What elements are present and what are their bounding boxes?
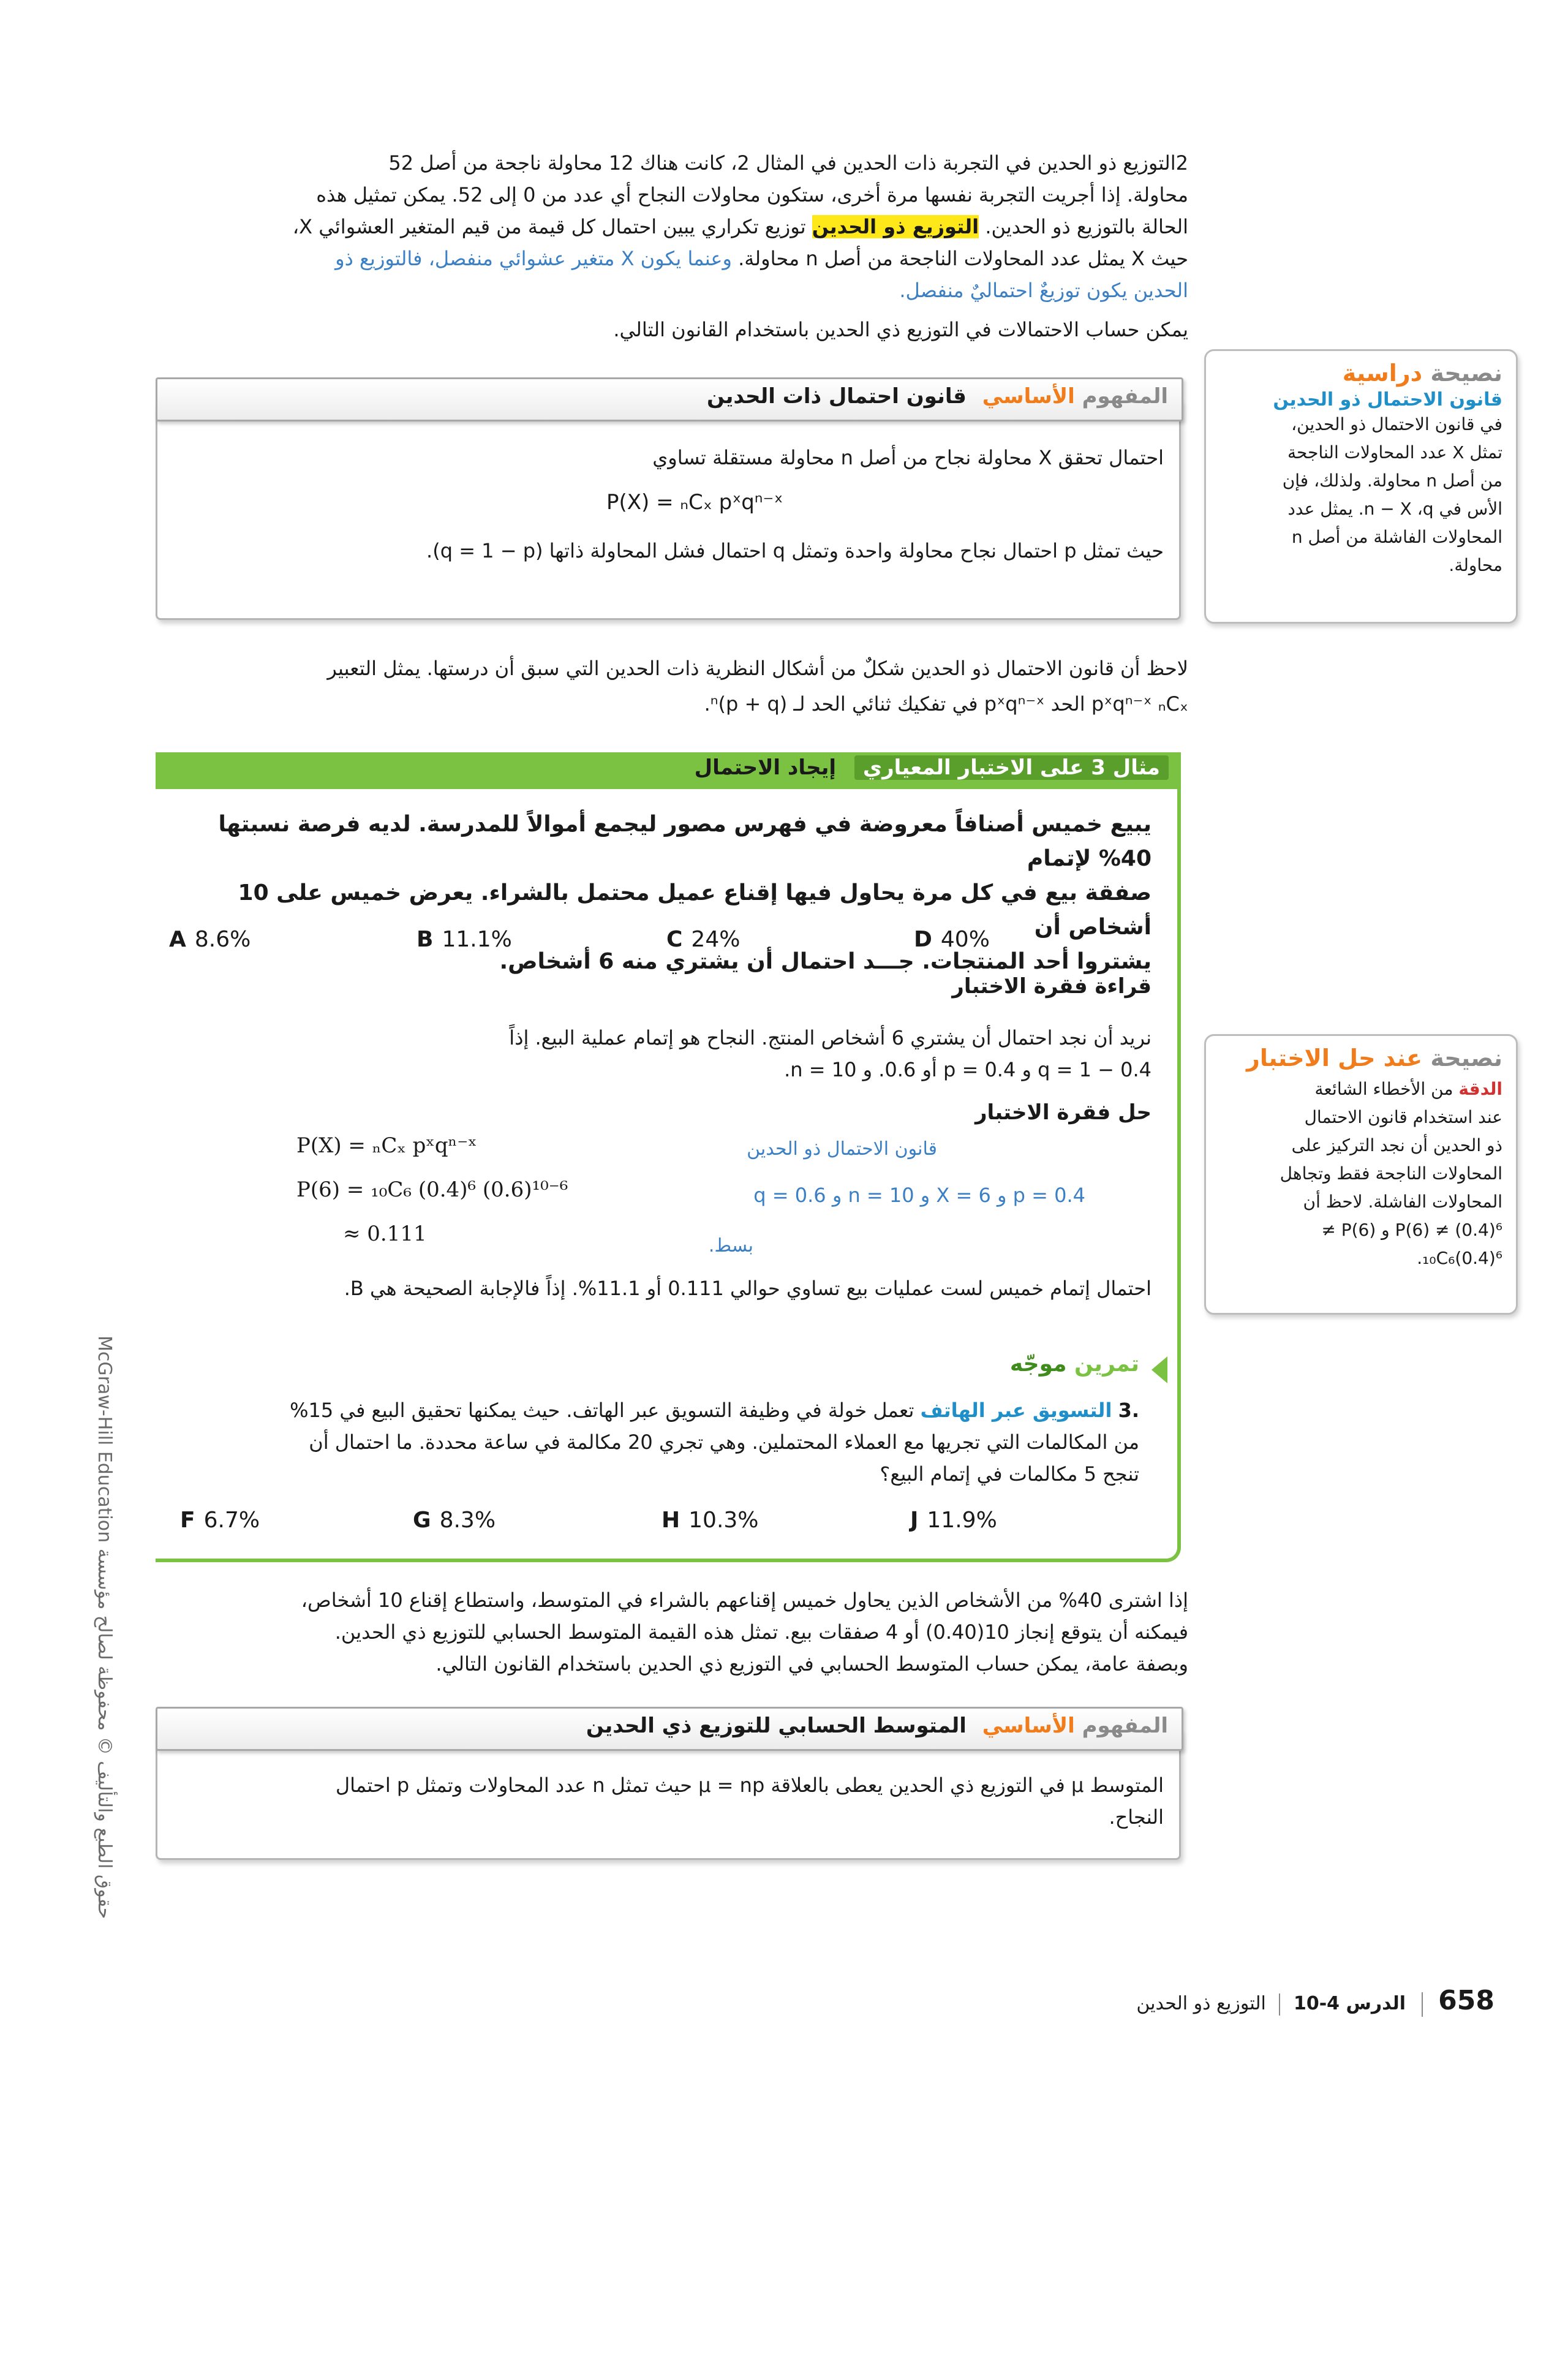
page-number: 658 <box>1438 1985 1494 2016</box>
intro-paragraph <box>116 147 1188 346</box>
choice-value: 11.1% <box>442 927 512 952</box>
guided-text: تعمل خولة في وظيفة التسويق عبر الهاتف. حيث يمكنها تحقيق البيع في 15% <box>290 1399 914 1422</box>
study-tip-line: المحاولات الفاشلة من أصل n <box>1291 527 1502 547</box>
concept2-line-1: المتوسط μ في التوزيع ذي الحدين يعطى بالعلاقة μ = np حيث تمثل n عدد المحاولات وتمثل p احتمال <box>335 1774 1164 1797</box>
choice-letter: H <box>662 1508 680 1533</box>
choice-letter: A <box>169 927 186 952</box>
read-text <box>294 1022 1152 1086</box>
intro-line-3-a: الحالة بالتوزيع ذو الحدين. <box>985 215 1188 238</box>
choice-value: 40% <box>940 927 990 952</box>
example-header <box>695 755 1169 780</box>
example-problem <box>159 807 1152 979</box>
guided-line-1 <box>165 1394 1139 1426</box>
theorem-note <box>147 652 1188 720</box>
choice-letter: G <box>413 1508 431 1533</box>
guided-problem <box>165 1394 1139 1490</box>
concept-line-3: حيث تمثل p احتمال نجاح محاولة واحدة وتمثل q احتمال فشل المحاولة ذاتها (q = 1 − p). <box>426 539 1164 562</box>
choice-value: 8.3% <box>439 1508 496 1533</box>
choice-letter: J <box>910 1508 919 1533</box>
choice-f[interactable] <box>180 1508 260 1533</box>
test-tip-line: عند استخدام قانون الاحتمال <box>1304 1107 1502 1127</box>
guided-line: من المكالمات التي تجريها مع العملاء المحتملين. وهي تجري 20 مكالمة في ساعة محددة. ما احتمال أن <box>309 1430 1139 1454</box>
choice-value: 6.7% <box>203 1508 260 1533</box>
read-line: نريد أن نجد احتمال أن يشتري 6 أشخاص المنتج. النجاح هو إتمام عملية البيع. إذاً <box>509 1026 1152 1049</box>
choice-b[interactable] <box>417 927 512 952</box>
test-tip-line: P(6) ≠ (0.4)⁶ و P(6) ≠ <box>1321 1220 1502 1240</box>
concept-title: قانون احتمال ذات الحدين <box>706 384 967 409</box>
guided-line: تنجح 5 مكالمات في إتمام البيع؟ <box>880 1462 1139 1486</box>
test-tip-text <box>1215 1075 1502 1272</box>
highlighted-term: التوزيع ذو الحدين <box>812 215 979 238</box>
study-tip-line: محاولة. <box>1449 555 1502 575</box>
intro-line-4-a: حيث X يمثل عدد المحاولات الناجحة من أصل n محاولة. <box>738 247 1188 270</box>
note-line-2: pˣqⁿ⁻ˣ ₙCₓ الحد pˣqⁿ⁻ˣ في تفكيك ثنائي الحد لـ (p + q)ⁿ. <box>704 692 1188 716</box>
test-tip-panel <box>1204 1034 1518 1315</box>
concept-tag-a: المفهوم <box>1082 384 1168 409</box>
concept2-line-2: النجاح. <box>1109 1805 1164 1829</box>
test-tip-line: ذو الحدين أن نجد التركيز على <box>1291 1135 1502 1155</box>
mean-line: وبصفة عامة، يمكن حساب المتوسط الحسابي في التوزيع ذي الحدين باستخدام القانون التالي. <box>435 1652 1188 1676</box>
intro-line-2: محاولة. إذا أجريت التجربة نفسها مرة أخرى، ستكون محاولات النجاح أي عدد من 0 إلى 52. يمكن تمثيل هذه <box>316 183 1188 206</box>
guided-number: .3 <box>1118 1399 1139 1422</box>
choice-c[interactable] <box>666 927 740 952</box>
concept2-title: المتوسط الحسابي للتوزيع ذي الحدين <box>586 1714 967 1738</box>
study-tip-panel <box>1204 349 1518 624</box>
intro-line-5: الحدين يكون توزيعٌ احتماليٌ منفصل. <box>899 279 1188 302</box>
guided-keyword: التسويق عبر الهاتف <box>920 1399 1112 1422</box>
concept-line-1: احتمال تحقق X محاولة نجاح من أصل n محاولة مستقلة تساوي <box>652 446 1164 469</box>
study-tip-line: الأس في n − X ،q. يمثل عدد <box>1287 499 1502 519</box>
mean-line: فيمكنه أن يتوقع إنجاز 10(0.40) أو 4 صفقات بيع. تمثل هذه القيمة المتوسط الحسابي للتوزيع ذي الحدين. <box>334 1620 1188 1644</box>
note-line-1: لاحظ أن قانون الاحتمال ذو الحدين شكلٌ من أشكال النظرية ذات الحدين التي سبق أن درستها. يمثل التعبير <box>327 657 1188 680</box>
choice-letter: F <box>180 1508 195 1533</box>
test-tip-keyword: الدقة <box>1458 1079 1502 1099</box>
concept-formula: P(X) = ₙCₓ pˣqⁿ⁻ˣ <box>606 490 783 515</box>
choice-h[interactable] <box>662 1508 759 1533</box>
copyright-credit: حقوق الطبع والتأليف © محفوظة لصالح مؤسسة McGraw-Hill Education <box>94 1336 115 1919</box>
step-2-math: P(6) = ₁₀C₆ (0.4)⁶ (0.6)¹⁰⁻⁶ <box>296 1177 568 1202</box>
choice-d[interactable] <box>914 927 990 952</box>
study-tip-line: في قانون الاحتمال ذو الحدين، <box>1291 414 1502 434</box>
read-heading: قراءة فقرة الاختبار <box>952 974 1152 999</box>
footer-lesson: الدرس 4-10 <box>1293 1993 1406 2014</box>
mean-line: إذا اشترى 40% من الأشخاص الذين يحاول خميس إقناعهم بالشراء في المتوسط، واستطاع إقناع 10 أشخاص، <box>301 1589 1188 1612</box>
intro-line-3-b: توزيع تكراري يبين احتمال كل قيمة من قيم المتغير العشوائي X، <box>292 215 806 238</box>
study-tip-line: تمثل X عدد المحاولات الناجحة <box>1287 442 1502 463</box>
step-3-note: بسط. <box>708 1235 753 1257</box>
intro-line-3 <box>116 211 1188 243</box>
choice-j[interactable] <box>910 1508 997 1533</box>
study-tip-text <box>1215 410 1502 580</box>
example-conclusion: احتمال إتمام خميس لست عمليات بيع تساوي حوالي 0.111 أو 11.1%. إذاً فالإجابة الصحيحة هي B. <box>344 1277 1152 1300</box>
guided-heading-a: تمرين <box>1074 1351 1139 1377</box>
choice-value: 10.3% <box>688 1508 759 1533</box>
study-tip-title-a: نصيحة <box>1430 360 1502 387</box>
intro-line-4 <box>116 243 1188 274</box>
test-tip-title-b: عند حل الاختبار <box>1246 1045 1423 1071</box>
intro-line-6: يمكن حساب الاحتمالات في التوزيع ذي الحدين باستخدام القانون التالي. <box>613 318 1188 341</box>
problem-line: يبيع خميس أصنافاً معروضة في فهرس مصور ليجمع أموالاً للمدرسة. لديه فرصة نسبتها 40% لإتمام <box>218 812 1152 871</box>
choice-value: 24% <box>691 927 741 952</box>
intro-line-1: 2التوزيع ذو الحدين في التجربة ذات الحدين في المثال 2، كانت هناك 12 محاولة ناجحة من أصل 52 <box>388 151 1188 175</box>
choice-a[interactable] <box>169 927 251 952</box>
problem-line: يشتروا أحد المنتجات. جـــد احتمال أن يشتري منه 6 أشخاص. <box>499 949 1152 974</box>
concept2-tag-a: المفهوم <box>1082 1714 1168 1738</box>
concept-header-mean <box>156 1707 1183 1751</box>
concept-tag-b: الأساسي <box>982 384 1075 409</box>
footer-divider <box>1279 1993 1280 2016</box>
choice-g[interactable] <box>413 1508 496 1533</box>
test-tip-title-a: نصيحة <box>1430 1045 1502 1071</box>
choice-value: 11.9% <box>927 1508 997 1533</box>
concept2-body <box>184 1769 1164 1833</box>
concept2-tag-b: الأساسي <box>982 1714 1075 1738</box>
test-tip-line: ₁₀C₆(0.4)⁶. <box>1417 1248 1502 1268</box>
concept-header-binomial <box>156 377 1183 421</box>
study-tip-title-b: دراسية <box>1342 360 1423 387</box>
footer-divider <box>1422 1992 1423 2017</box>
step-3-math: ≈ 0.111 <box>343 1222 427 1246</box>
choice-value: 8.6% <box>194 927 251 952</box>
step-1-note: قانون الاحتمال ذو الحدين <box>747 1138 937 1160</box>
choice-letter: B <box>417 927 434 952</box>
example-title: إيجاد الاحتمال <box>694 755 837 780</box>
test-tip-line: المحاولات الفاشلة. لاحظ أن <box>1303 1192 1502 1212</box>
choice-letter: D <box>914 927 932 952</box>
test-tip-line: من الأخطاء الشائعة <box>1314 1079 1453 1099</box>
test-tip-line: المحاولات الناجحة فقط وتجاهل <box>1280 1163 1502 1184</box>
intro-line-4-b: وعنما يكون X متغير عشوائي منفصل، فالتوزيع ذو <box>335 247 732 270</box>
example-badge: مثال 3 على الاختبار المعياري <box>854 755 1169 780</box>
step-2-note: p = 0.4 و X = 6 و n = 10 و q = 0.6 <box>753 1184 1085 1207</box>
study-tip-subtitle: قانون الاحتمال ذو الحدين <box>1273 389 1502 410</box>
read-line: q = 1 − 0.4 و p = 0.4 أو 0.6. و n = 10. <box>784 1058 1152 1081</box>
solve-heading: حل فقرة الاختبار <box>974 1100 1152 1125</box>
footer-topic: التوزيع ذو الحدين <box>1136 1993 1266 2014</box>
choice-letter: C <box>666 927 683 952</box>
guided-heading-b: موجّه <box>1009 1351 1067 1377</box>
problem-line: صفقة بيع في كل مرة يحاول فيها إقناع عميل محتمل بالشراء. يعرض خميس على 10 أشخاص أن <box>238 880 1152 940</box>
concept-body <box>429 446 1164 469</box>
mean-paragraph <box>147 1584 1188 1680</box>
guided-heading <box>1010 1351 1139 1377</box>
guided-marker <box>1152 1356 1167 1383</box>
footer <box>1136 1985 1494 2017</box>
study-tip-line: من أصل n محاولة. ولذلك، فإن <box>1282 470 1502 491</box>
step-1-math: P(X) = ₙCₓ pˣqⁿ⁻ˣ <box>296 1133 477 1158</box>
